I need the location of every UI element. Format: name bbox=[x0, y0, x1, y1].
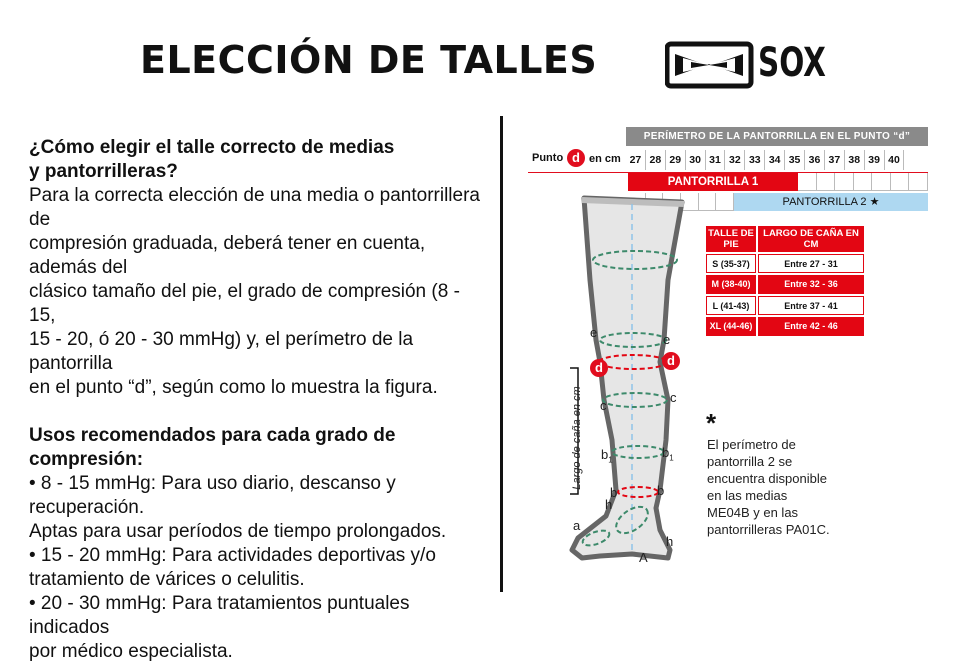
axis-label-largo: Largo de caña en cm bbox=[571, 386, 583, 490]
length-cell: Entre 37 - 41 bbox=[758, 296, 864, 315]
usos-heading-line2: compresión: bbox=[29, 449, 144, 470]
note-line: encuentra disponible bbox=[707, 471, 827, 486]
left-column bbox=[29, 136, 491, 664]
note-line: ME04B y en las bbox=[707, 505, 799, 520]
perimeter-number: 29 bbox=[666, 150, 686, 170]
label-a: a bbox=[573, 518, 581, 533]
label-b-right: b bbox=[657, 483, 665, 498]
size-cell: S (35-37) bbox=[706, 254, 756, 273]
perimeter-number: 30 bbox=[686, 150, 706, 170]
list-item: • 8 - 15 mmHg: Para uso diario, descanso y recuperación. bbox=[29, 473, 396, 518]
brand-name: SOX bbox=[758, 40, 826, 86]
size-cell: L (41-43) bbox=[706, 296, 756, 315]
empty-cells bbox=[798, 173, 928, 191]
label-c-right: c bbox=[670, 390, 677, 405]
punto-label: Punto bbox=[532, 152, 564, 164]
pantorrilla1-bar: PANTORRILLA 1 bbox=[628, 173, 798, 191]
perimeter-header: PERÍMETRO DE LA PANTORRILLA EN EL PUNTO “d” bbox=[626, 127, 928, 146]
length-cell: Entre 32 - 36 bbox=[758, 275, 864, 294]
label-b1-left: $b_1$ bbox=[601, 447, 613, 465]
page-title: ELECCIÓN DE TALLES bbox=[140, 38, 598, 82]
note-text bbox=[707, 436, 857, 538]
table-row bbox=[706, 254, 864, 273]
size-col-header: TALLE DE PIE bbox=[706, 226, 756, 252]
list-item: tratamiento de várices o celulitis. bbox=[29, 569, 305, 590]
list-item: • 20 - 30 mmHg: Para tratamientos puntuales indicados bbox=[29, 593, 410, 638]
question-heading-line2: y pantorrilleras? bbox=[29, 161, 178, 182]
point-d-right-badge: d bbox=[662, 352, 680, 370]
label-c-left: c bbox=[600, 398, 607, 413]
label-b1-right: $b_1$ bbox=[662, 445, 674, 463]
perimeter-numbers bbox=[626, 150, 904, 170]
length-col-header: LARGO DE CAÑA EN CM bbox=[758, 226, 864, 252]
perimeter-number: 36 bbox=[805, 150, 825, 170]
vertical-divider bbox=[500, 116, 503, 592]
en-cm-label: en cm bbox=[589, 153, 621, 165]
point-d-left-badge: d bbox=[590, 359, 608, 377]
perimeter-number: 31 bbox=[706, 150, 726, 170]
note-line: El perímetro de bbox=[707, 437, 796, 452]
perimeter-number: 39 bbox=[865, 150, 885, 170]
length-cell: Entre 27 - 31 bbox=[758, 254, 864, 273]
note-line: pantorrilleras PA01C. bbox=[707, 522, 830, 537]
perimeter-number: 34 bbox=[765, 150, 785, 170]
para-line: 15 - 20, ó 20 - 30 mmHg) y, el perímetro de la pantorrilla bbox=[29, 329, 414, 374]
size-cell: M (38-40) bbox=[706, 275, 756, 294]
asterisk-icon: * bbox=[706, 408, 717, 438]
perimeter-number: 40 bbox=[885, 150, 905, 170]
size-table bbox=[706, 226, 864, 336]
perimeter-number: 35 bbox=[785, 150, 805, 170]
label-e-right: e bbox=[663, 332, 671, 347]
label-b-left: b bbox=[610, 485, 618, 500]
label-A: A bbox=[639, 550, 648, 565]
table-row bbox=[706, 275, 864, 294]
perimeter-number: 28 bbox=[646, 150, 666, 170]
label-e-left: e bbox=[590, 325, 598, 340]
perimeter-number: 33 bbox=[745, 150, 765, 170]
point-d-badge: d bbox=[567, 149, 585, 167]
label-h-left: h bbox=[605, 497, 613, 512]
note-line: en las medias bbox=[707, 488, 788, 503]
list-item: • 15 - 20 mmHg: Para actividades deportivas y/o bbox=[29, 545, 436, 566]
question-heading-line1: ¿Cómo elegir el talle correcto de medias bbox=[29, 137, 395, 158]
para-line: Para la correcta elección de una media o pantorrillera de bbox=[29, 185, 480, 230]
perimeter-number: 38 bbox=[845, 150, 865, 170]
usos-heading-line1: Usos recomendados para cada grado de bbox=[29, 425, 396, 446]
list-item: Aptas para usar períodos de tiempo prolongados. bbox=[29, 521, 447, 542]
perimeter-number: 32 bbox=[725, 150, 745, 170]
perimeter-number: 27 bbox=[626, 150, 646, 170]
para-line: en el punto “d”, según como lo muestra la figura. bbox=[29, 377, 438, 398]
table-row bbox=[706, 296, 864, 315]
para-line: clásico tamaño del pie, el grado de compresión (8 - 15, bbox=[29, 281, 460, 326]
leg-diagram bbox=[520, 190, 720, 590]
length-cell: Entre 42 - 46 bbox=[758, 317, 864, 336]
perimeter-number: 37 bbox=[825, 150, 845, 170]
label-h-right: h bbox=[666, 534, 674, 549]
table-row bbox=[706, 317, 864, 336]
note-line: pantorrilla 2 se bbox=[707, 454, 793, 469]
pantorrilla2-bar: PANTORRILLA 2 ★ bbox=[734, 193, 928, 211]
list-item: por médico especialista. bbox=[29, 641, 233, 662]
para-line: compresión graduada, deberá tener en cuenta, además del bbox=[29, 233, 426, 278]
size-cell: XL (44-46) bbox=[706, 317, 756, 336]
